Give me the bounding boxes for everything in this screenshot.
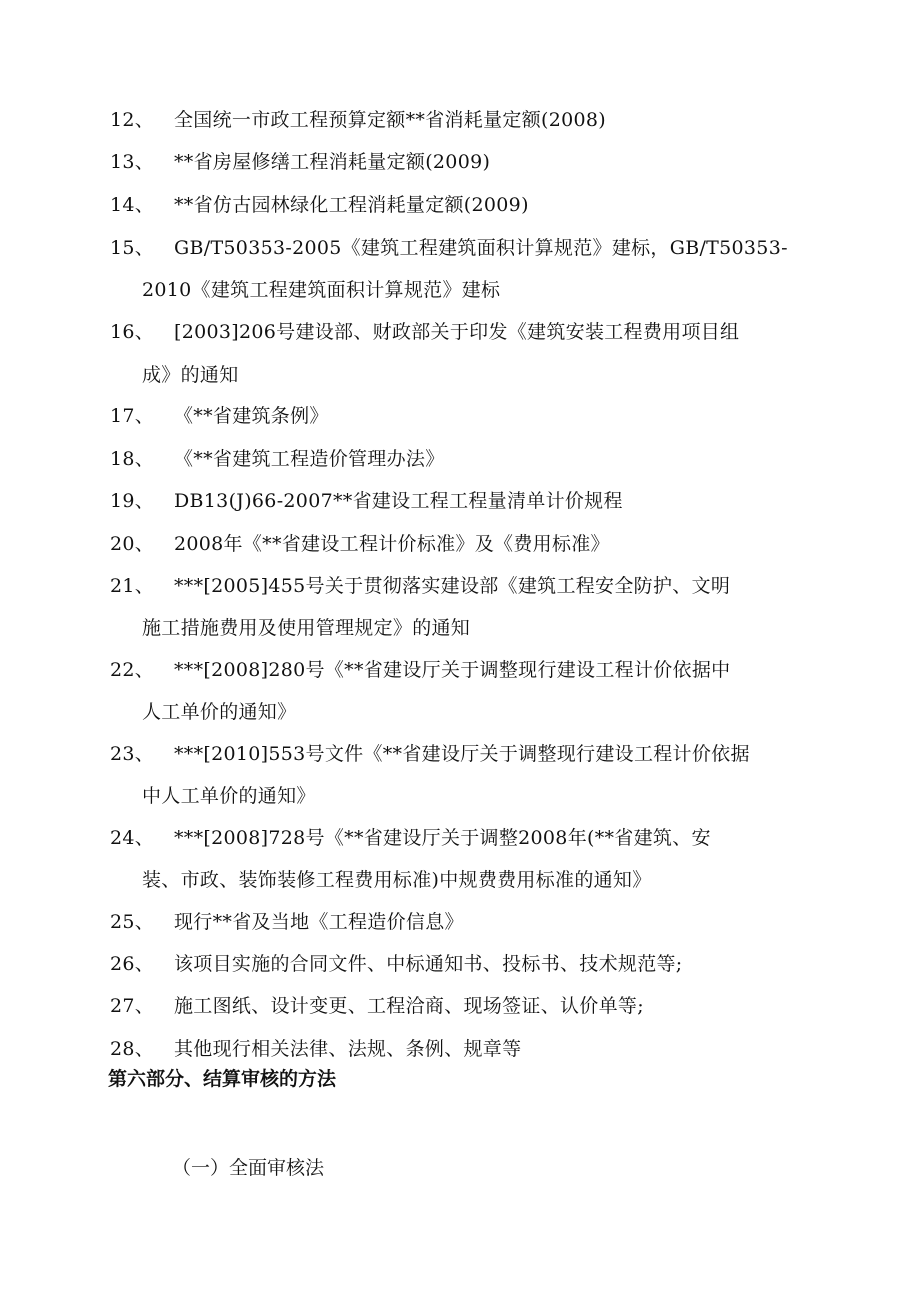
- item-number: 27、: [110, 995, 155, 1017]
- list-item: [110, 152, 810, 173]
- list-item: [110, 406, 810, 427]
- item-text: 《**省建筑条例》: [174, 405, 329, 427]
- item-text: DB13(J)66-2007**省建设工程工程量清单计价规程: [174, 490, 623, 512]
- list-item: [110, 576, 810, 597]
- item-text: ***[2008]280号《**省建设厅关于调整现行建设工程计价依据中: [174, 659, 731, 681]
- list-item: [110, 954, 810, 975]
- item-number: 26、: [110, 953, 155, 975]
- item-text: ***[2008]728号《**省建设厅关于调整2008年(**省建筑、安: [174, 827, 711, 849]
- item-number: 19、: [110, 490, 155, 512]
- item-text: **省房屋修缮工程消耗量定额(2009): [174, 151, 491, 173]
- item-text: 该项目实施的合同文件、中标通知书、投标书、技术规范等;: [174, 953, 683, 975]
- list-item: [110, 996, 810, 1017]
- item-continuation: 2010《建筑工程建筑面积计算规范》建标: [142, 279, 501, 301]
- item-continuation: 成》的通知: [142, 364, 239, 386]
- item-number: 18、: [110, 448, 155, 470]
- list-item: [110, 1039, 810, 1060]
- item-number: 13、: [110, 151, 155, 173]
- list-item: [110, 660, 810, 681]
- item-text: [2003]206号建设部、财政部关于印发《建筑安装工程费用项目组: [174, 321, 740, 343]
- item-number: 15、: [110, 237, 155, 259]
- list-item: [110, 912, 810, 933]
- item-number: 16、: [110, 321, 155, 343]
- subsection-heading: （一）全面审核法: [172, 1157, 325, 1179]
- item-text: GB/T50353-2005《建筑工程建筑面积计算规范》建标，GB/T50353-: [174, 237, 788, 259]
- list-item: [110, 110, 810, 131]
- item-text: 2008年《**省建设工程计价标准》及《费用标准》: [174, 533, 610, 555]
- list-item: [110, 744, 810, 765]
- list-item: [110, 828, 810, 849]
- item-number: 12、: [110, 109, 155, 131]
- item-text: 施工图纸、设计变更、工程洽商、现场签证、认价单等;: [174, 995, 644, 1017]
- list-item: [110, 534, 810, 555]
- item-continuation: 人工单价的通知》: [142, 701, 297, 723]
- section-heading: 第六部分、结算审核的方法: [108, 1068, 337, 1090]
- item-number: 20、: [110, 533, 155, 555]
- list-item: [110, 238, 810, 259]
- item-number: 14、: [110, 194, 155, 216]
- list-item: [110, 491, 810, 512]
- item-number: 21、: [110, 575, 155, 597]
- list-item: [110, 195, 810, 216]
- item-continuation: 施工措施费用及使用管理规定》的通知: [142, 617, 471, 639]
- item-number: 17、: [110, 405, 155, 427]
- item-text: 其他现行相关法律、法规、条例、规章等: [174, 1038, 522, 1060]
- item-number: 24、: [110, 827, 155, 849]
- item-text: **省仿古园林绿化工程消耗量定额(2009): [174, 194, 529, 216]
- item-number: 25、: [110, 911, 155, 933]
- item-number: 28、: [110, 1038, 155, 1060]
- item-number: 22、: [110, 659, 155, 681]
- item-continuation: 中人工单价的通知》: [142, 785, 316, 807]
- item-text: 《**省建筑工程造价管理办法》: [174, 448, 445, 470]
- item-continuation: 装、市政、装饰装修工程费用标准)中规费费用标准的通知》: [142, 869, 652, 891]
- item-text: 全国统一市政工程预算定额**省消耗量定额(2008): [174, 109, 606, 131]
- item-number: 23、: [110, 743, 155, 765]
- item-text: ***[2005]455号关于贯彻落实建设部《建筑工程安全防护、文明: [174, 575, 731, 597]
- list-item: [110, 322, 810, 343]
- item-text: ***[2010]553号文件《**省建设厅关于调整现行建设工程计价依据: [174, 743, 750, 765]
- item-text: 现行**省及当地《工程造价信息》: [174, 911, 464, 933]
- list-item: [110, 449, 810, 470]
